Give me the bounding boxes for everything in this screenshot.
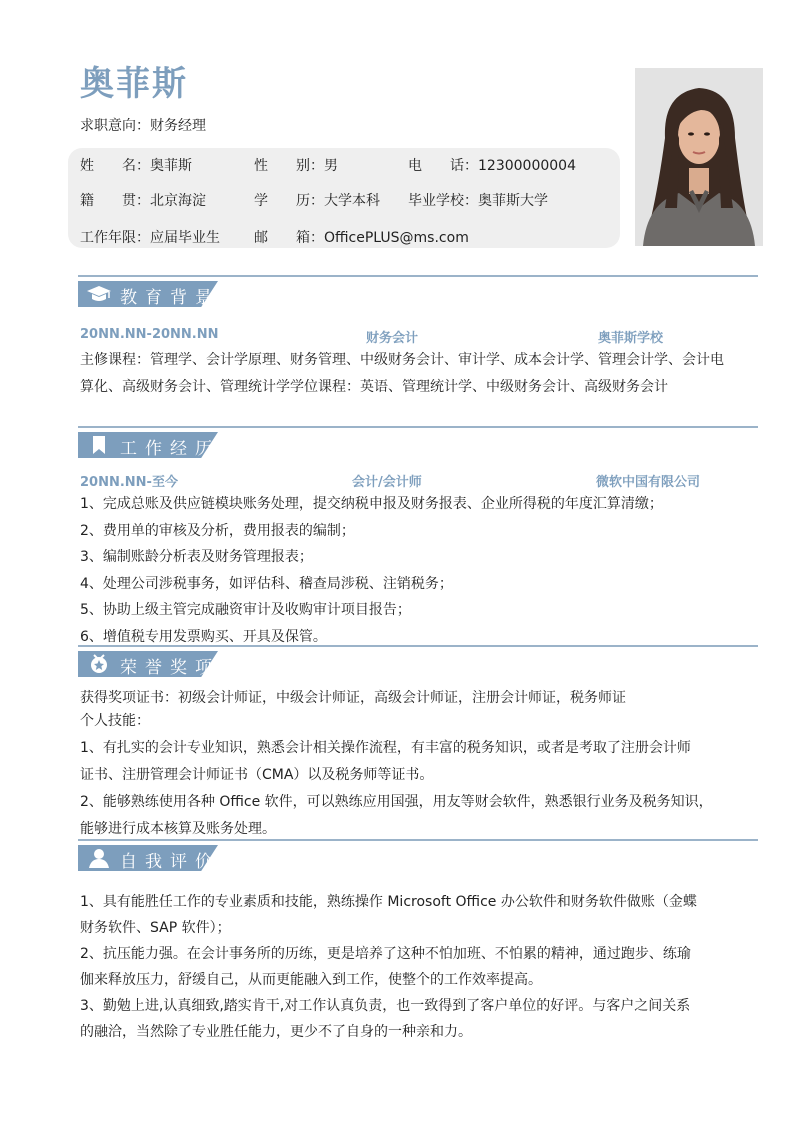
info-phone-label: 电 话： [408,158,478,174]
info-origin [80,190,206,210]
graduation-cap-icon [86,283,112,305]
text-line: 财务软件、SAP 软件）； [80,920,231,936]
job-intent: 求职意向：财务经理 [80,118,206,134]
info-phone-value: 12300000004 [478,158,576,174]
section-work-title: 工作经历 [120,439,220,459]
text-line: 3、编制账龄分析表及财务管理报表； [80,549,313,565]
text-line: 6、增值税专用发票购买、开具及保管。 [80,628,327,645]
text-line: 证书、注册管理会计师证书（CMA）以及税务师等证书。 [80,767,434,783]
bookmark-icon [86,434,112,456]
self-evaluation [80,889,730,1045]
text-line: 2、能够熟练使用各种 Office 软件，可以熟练应用国强，用友等财会软件，熟悉银行业务及税务知识， [80,794,713,810]
text-line: 2、费用单的审核及分析，费用报表的编制； [80,522,355,539]
work-role: 会计/会计师 [352,475,422,490]
section-education-title: 教育背景 [120,288,220,308]
text-line: 能够进行成本核算及账务处理。 [80,821,276,837]
education-major: 财务会计 [366,331,419,346]
work-period: 20NN.NN-至今 [80,475,178,490]
education-school: 奥菲斯学校 [598,331,664,346]
education-period: 20NN.NN-20NN.NN [80,327,219,342]
info-gender-label: 性 别： [254,158,324,174]
section-divider [78,839,758,841]
work-company: 微软中国有限公司 [596,475,701,490]
info-years-value: 应届毕业生 [150,230,220,246]
text-line: 3、勤勉上进,认真细致,踏实肯干,对工作认真负责，也一致得到了客户单位的好评。与客户之间关系 [80,998,691,1014]
info-name-label: 姓 名： [80,158,150,174]
text-line: 伽来释放压力，舒缓自己，从而更能融入到工作，使整个的工作效率提高。 [80,972,542,988]
info-phone [408,155,576,175]
info-origin-value: 北京海淀 [150,193,206,209]
text-line: 算化、高级财务会计、管理统计学学位课程：英语、管理统计学、中级财务会计、高级财务会计 [80,379,668,395]
text-line: 1、有扎实的会计专业知识，熟悉会计相关操作流程，有丰富的税务知识，或者是考取了注册会计师 [80,740,691,756]
text-line: 5、协助上级主管完成融资审计及收购审计项目报告； [80,602,411,618]
info-name [80,155,192,175]
section-self-title: 自我评价 [120,852,220,872]
section-divider [78,426,758,428]
info-email-label: 邮 箱： [254,230,324,246]
info-education-value: 大学本科 [324,193,380,209]
info-email [254,227,469,247]
info-education-label: 学 历： [254,193,324,209]
section-divider [78,275,758,277]
info-gender [254,155,338,175]
medal-icon [86,653,112,675]
info-school-value: 奥菲斯大学 [478,193,548,209]
education-courses [80,347,730,401]
text-line: 获得奖项证书：初级会计师证，中级会计师证，高级会计师证，注册会计师证，税务师证 [80,690,626,706]
resume-name: 奥菲斯 [80,64,188,104]
text-line: 个人技能： [80,713,150,729]
section-honors-title: 荣誉奖项 [120,658,220,678]
section-divider [78,645,758,647]
info-school [408,190,548,210]
person-icon [86,847,112,869]
text-line: 4、处理公司涉税事务，如评估科、稽查局涉税、注销税务； [80,575,453,592]
info-school-label: 毕业学校： [408,193,478,209]
text-line: 1、具有能胜任工作的专业素质和技能，熟练操作 Microsoft Office 办公软件和财务软件做账（金蝶 [80,894,697,910]
info-years [80,227,220,247]
info-name-value: 奥菲斯 [150,158,192,174]
info-years-label: 工作年限： [80,230,150,246]
info-email-value: OfficePLUS@ms.com [324,230,469,246]
info-origin-label: 籍 贯： [80,193,150,209]
portrait-image [635,68,763,246]
text-line: 主修课程：管理学、会计学原理、财务管理、中级财务会计、审计学、成本会计学、管理会计学、会计电 [80,352,724,368]
info-education [254,190,380,210]
profile-photo [635,68,763,246]
work-duties [80,491,730,650]
honors-content [80,685,730,843]
text-line: 2、抗压能力强。在会计事务所的历练，更是培养了这种不怕加班、不怕累的精神，通过跑步、练瑜 [80,946,691,962]
text-line: 的融洽，当然除了专业胜任能力，更少不了自身的一种亲和力。 [80,1024,472,1040]
info-gender-value: 男 [324,158,338,174]
text-line: 1、完成总账及供应链模块账务处理，提交纳税申报及财务报表、企业所得税的年度汇算清缴； [80,496,663,512]
